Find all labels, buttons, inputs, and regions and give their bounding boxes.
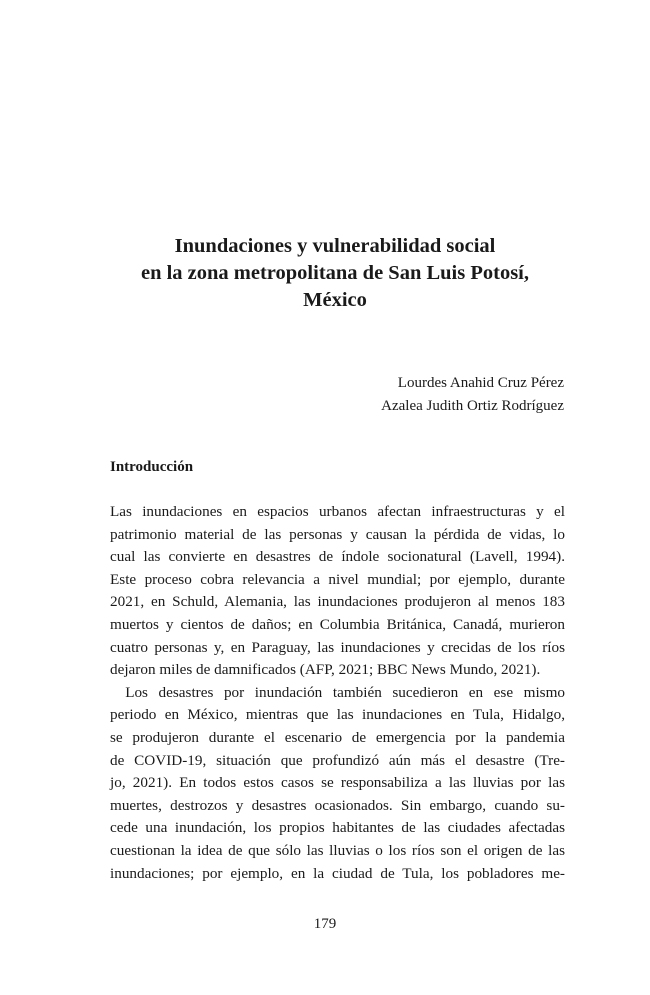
- body-line: patrimonio material de las personas y causan la pérdida de vidas, lo: [110, 525, 565, 543]
- body-line: cede una inundación, los propios habitantes de las ciudades afectadas: [110, 819, 565, 837]
- body-line: Las inundaciones en espacios urbanos afectan infraestructuras y el: [110, 503, 565, 520]
- body-line: jo, 2021). En todos estos casos se responsabiliza a las lluvias por las: [110, 774, 565, 792]
- body-line: se produjeron durante el escenario de emergencia por la pandemia: [110, 728, 565, 746]
- body-line: dejaron miles de damnificados (AFP, 2021; BBC News Mundo, 2021).: [110, 661, 541, 679]
- body-line: cual las convierte en desastres de índole socionatural (Lavell, 1994).: [110, 548, 565, 566]
- body-line: periodo en México, mientras que las inundaciones en Tula, Hidalgo,: [110, 706, 565, 724]
- body-line: Este proceso cobra relevancia a nivel mundial; por ejemplo, durante: [110, 570, 565, 588]
- author-name: Azalea Judith Ortiz Rodríguez: [381, 398, 564, 414]
- body-line: muertos y cientos de daños; en Columbia Británica, Canadá, murieron: [110, 615, 565, 633]
- body-line: cuatro personas y, en Paraguay, las inundaciones y crecidas de los ríos: [110, 638, 565, 656]
- body-line: 2021, en Schuld, Alemania, las inundaciones produjeron al menos 183: [110, 593, 565, 611]
- section-heading: Introducción: [110, 459, 194, 475]
- chapter-title-line: en la zona metropolitana de San Luis Potosí,: [140, 262, 530, 284]
- author-name: Lourdes Anahid Cruz Pérez: [397, 375, 564, 391]
- body-line: Los desastres por inundación también sucedieron en ese mismo: [110, 683, 565, 701]
- chapter-title-line: México: [303, 289, 367, 311]
- chapter-title-line: Inundaciones y vulnerabilidad social: [174, 235, 496, 257]
- chapter-title: [70, 233, 600, 314]
- body-line: de COVID-19, situación que profundizó aún más el desastre (Tre-: [110, 751, 565, 769]
- body-line: cuestionan la idea de que sólo las lluvias o los ríos son el origen de las: [110, 841, 565, 859]
- author-list: [381, 372, 564, 418]
- body-paragraphs: [110, 501, 565, 885]
- page-number: 179: [313, 916, 337, 932]
- body-line: muertes, destrozos y desastres ocasionados. Sin embargo, cuando su-: [110, 796, 565, 814]
- body-line: inundaciones; por ejemplo, en la ciudad de Tula, los pobladores me-: [110, 864, 565, 882]
